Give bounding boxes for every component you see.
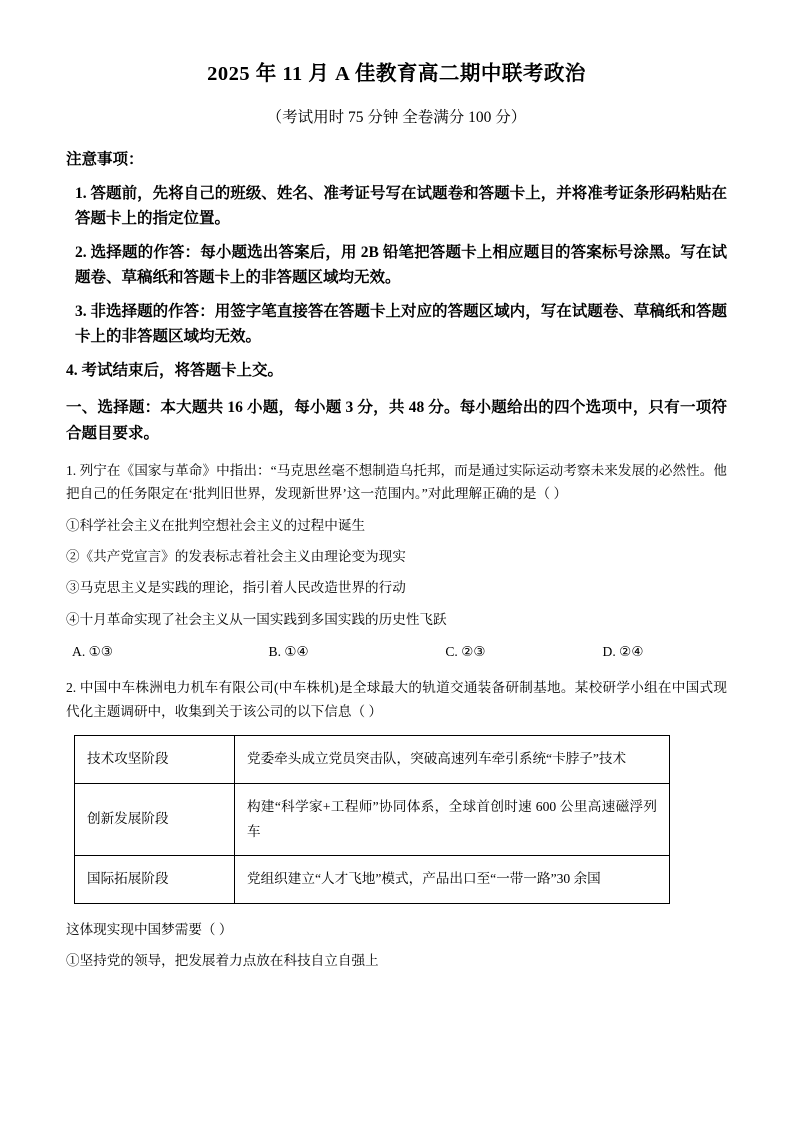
- option-a: A. ①③: [72, 643, 113, 659]
- question-post-table-text: 这体现实现中国梦需要（ ）: [66, 922, 233, 938]
- notice-item: 3. 非选择题的作答：用签字笔直接答在答题卡上对应的答题区域内，写在试题卷、草稿纸和答题卡上的非答题区域均无效。: [75, 303, 727, 346]
- table-cell-label: 国际拓展阶段: [75, 856, 235, 904]
- table-row: [75, 784, 670, 856]
- question-options: [66, 640, 727, 663]
- table-cell-label: 技术攻坚阶段: [75, 736, 235, 784]
- table-cell-content: 党委牵头成立党员突击队，突破高速列车牵引系统“卡脖子”技术: [235, 736, 670, 784]
- question-subitem: ②《共产党宣言》的发表标志着社会主义由理论变为现实: [66, 549, 406, 565]
- table-cell-label: 创新发展阶段: [75, 784, 235, 856]
- question-subitem: ④十月革命实现了社会主义从一国实践到多国实践的历史性飞跃: [66, 611, 447, 627]
- option-c: C. ②③: [445, 643, 486, 659]
- question-subitem: ③马克思主义是实践的理论，指引着人民改造世界的行动: [66, 580, 406, 596]
- info-table: [74, 735, 670, 904]
- notice-item: 4. 考试结束后，将答题卡上交。: [66, 362, 284, 380]
- option-d: D. ②④: [602, 643, 644, 659]
- option-b: B. ①④: [268, 643, 309, 659]
- question-subitem: ①坚持党的领导，把发展着力点放在科技自立自强上: [66, 953, 379, 969]
- notice-heading: 注意事项：: [66, 151, 144, 169]
- table-cell-content: 构建“科学家+工程师”协同体系，全球首创时速 600 公里高速磁浮列车: [235, 784, 670, 856]
- page-title: 2025 年 11 月 A 佳教育高二期中联考政治: [207, 63, 586, 85]
- notice-item: 2. 选择题的作答：每小题选出答案后，用 2B 铅笔把答题卡上相应题目的答案标号涂黑。写在试题卷、草稿纸和答题卡上的非答题区域均无效。: [75, 243, 727, 286]
- table-cell-content: 党组织建立“人才飞地”模式，产品出口至“一带一路”30 余国: [235, 856, 670, 904]
- section-heading-multiple-choice: 一、选择题：本大题共 16 小题，每小题 3 分，共 48 分。每小题给出的四个选项中，只有一项符合题目要求。: [66, 399, 727, 442]
- question-stem: 1. 列宁在《国家与革命》中指出：“马克思丝毫不想制造乌托邦，而是通过实际运动考察未来发展的必然性。他把自己的任务限定在‘批判旧世界，发现新世界’这一范围内。”对此理解正确的是（ ）: [66, 462, 727, 502]
- notice-item: 1. 答题前，先将自己的班级、姓名、准考证号写在试题卷和答题卡上，并将准考证条形码粘贴在答题卡上的指定位置。: [75, 184, 727, 227]
- question-stem: 2. 中国中车株洲电力机车有限公司(中车株机)是全球最大的轨道交通装备研制基地。某校研学小组在中国式现代化主题调研中，收集到关于该公司的以下信息（ ）: [66, 679, 727, 719]
- exam-subtitle: （考试用时 75 分钟 全卷满分 100 分）: [266, 108, 527, 126]
- table-row: [75, 736, 670, 784]
- question-subitem: ①科学社会主义在批判空想社会主义的过程中诞生: [66, 518, 366, 534]
- table-row: [75, 856, 670, 904]
